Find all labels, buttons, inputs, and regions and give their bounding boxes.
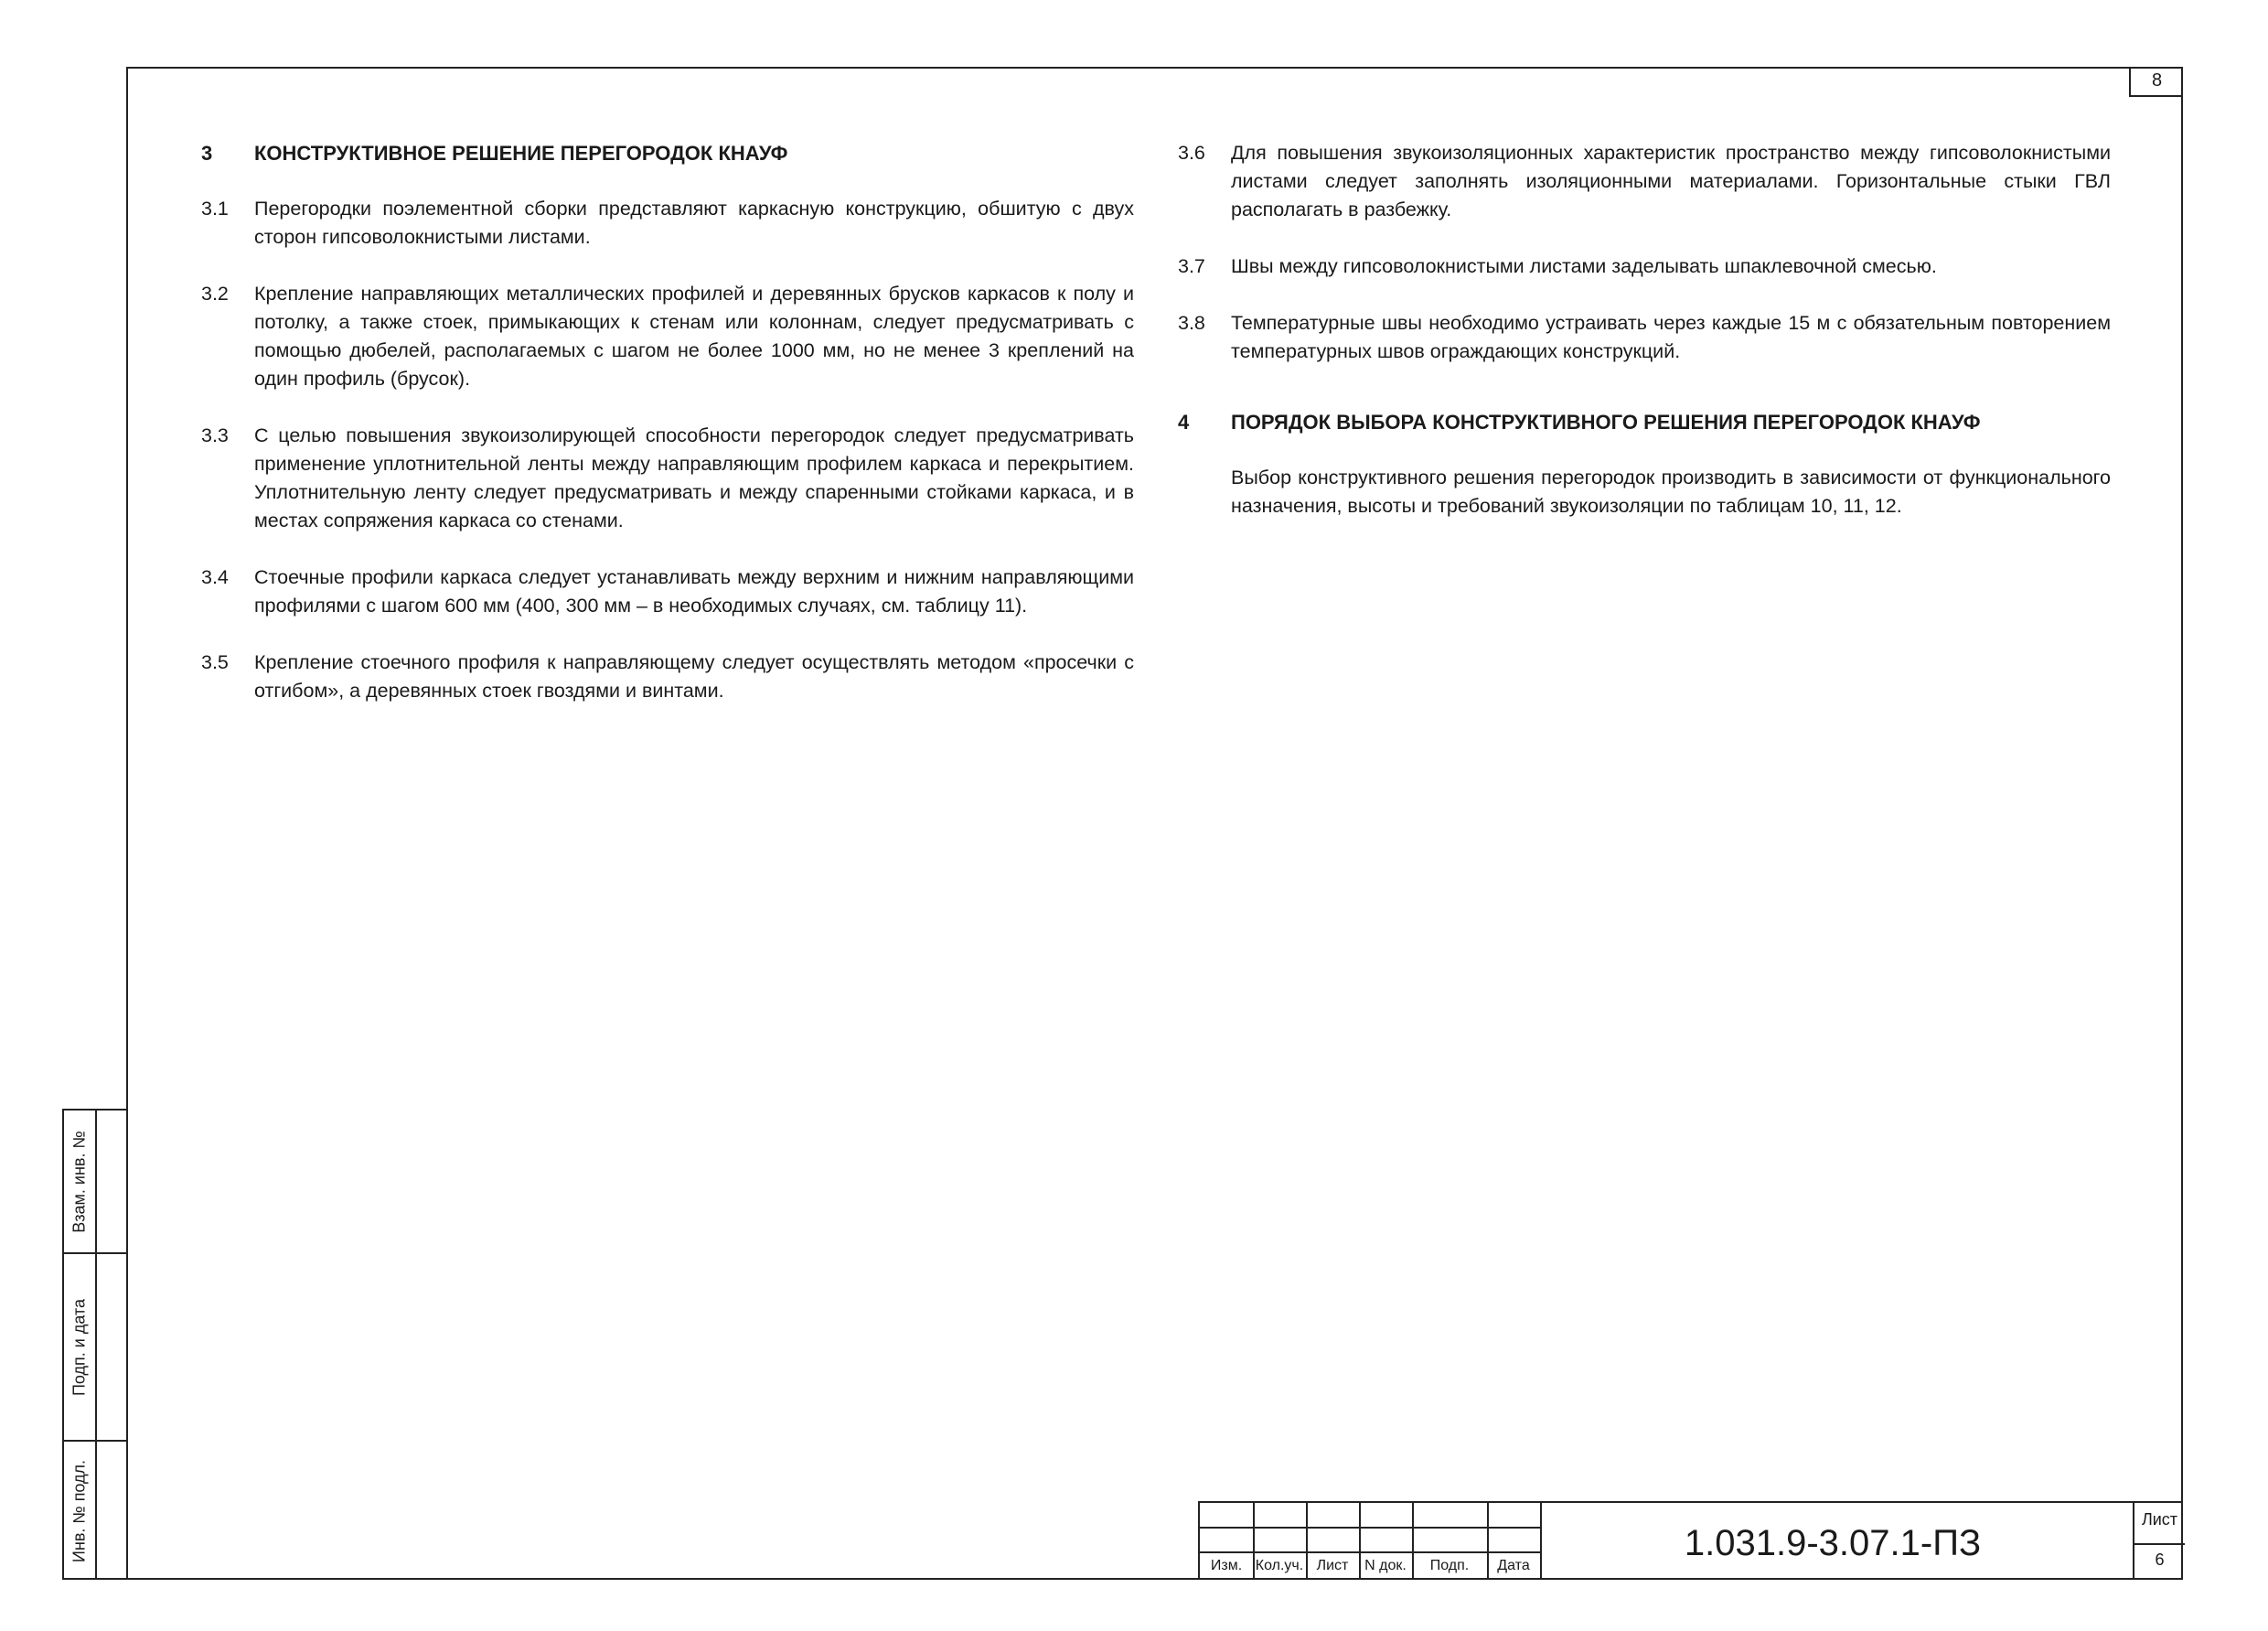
- tb-col-ndok: N док.: [1364, 1558, 1407, 1573]
- right-column: [1178, 139, 2111, 520]
- clause-text: Крепление направляющих металлических профилей и деревянных брусков каркасов к полу и потолку, а также стоек, примыкающих к стенам или колоннам, следует предусматривать с помощью дюбелей, располагаемых с шагом не более 1000 мм, но не менее 3 креплений на один профиль (брусок).: [254, 283, 1134, 390]
- clause-3-4: [201, 563, 1134, 620]
- tb-col-izm: Изм.: [1210, 1558, 1243, 1573]
- clause-3-8: [1178, 309, 2111, 366]
- side-label-podp: Подп. и дата: [70, 1298, 89, 1397]
- section-number: 4: [1178, 411, 1190, 434]
- section-3-heading: [201, 139, 1134, 167]
- section-title: КОНСТРУКТИВНОЕ РЕШЕНИЕ ПЕРЕГОРОДОК КНАУФ: [254, 142, 788, 165]
- clause-3-3: [201, 422, 1134, 535]
- clause-number: 3.5: [201, 651, 229, 673]
- tb-col-podp: Подп.: [1429, 1558, 1470, 1573]
- tb-line: [1200, 1527, 1540, 1529]
- clause-number: 3.3: [201, 424, 229, 446]
- clause-text: Стоечные профили каркаса следует устанавливать между верхним и нижним направляющими профилями с шагом 600 мм (400, 300 мм – в необходимых случаях, см. таблицу 11).: [254, 566, 1134, 617]
- left-column: [201, 139, 1134, 734]
- clause-text: Швы между гипсоволокнистыми листами заделывать шпаклевочной смесью.: [1231, 255, 1937, 277]
- tb-col-data: Дата: [1497, 1558, 1530, 1573]
- side-stamp-cell: [64, 1111, 95, 1254]
- title-block: [1198, 1501, 2183, 1580]
- section-4-heading: [1178, 408, 2111, 436]
- clause-3-7: [1178, 252, 2111, 281]
- clause-number: 3.4: [201, 566, 229, 588]
- tb-line: [1200, 1551, 1540, 1553]
- side-label-vzam: Взам. инв. №: [70, 1131, 89, 1233]
- side-stamp-cell: [95, 1254, 126, 1442]
- sheet-number: 6: [2155, 1551, 2165, 1569]
- clause-number: 3.8: [1178, 312, 1205, 334]
- clause-text: Перегородки поэлементной сборки представляют каркасную конструкцию, обшитую с двух сторон гипсоволокнистыми листами.: [254, 198, 1134, 248]
- side-stamp-cell: [64, 1254, 95, 1442]
- clause-3-2: [201, 280, 1134, 393]
- clause-3-6: [1178, 139, 2111, 224]
- clause-3-5: [201, 649, 1134, 705]
- side-stamp-cell: [64, 1442, 95, 1580]
- section-4-text: Выбор конструктивного решения перегородок производить в зависимости от функционального назначения, высоты и требований звукоизоляции по таблицам 10, 11, 12.: [1231, 467, 2111, 517]
- tb-line: [2133, 1543, 2185, 1545]
- document-code: 1.031.9-3.07.1-ПЗ: [1684, 1523, 1982, 1563]
- clause-text: Крепление стоечного профиля к направляющему следует осуществлять методом «просечки с отгибом», а деревянных стоек гвоздями и винтами.: [254, 651, 1134, 702]
- tb-col-list: Лист: [1316, 1558, 1349, 1573]
- sheet-label: Лист: [2141, 1510, 2178, 1529]
- clause-number: 3.2: [201, 283, 229, 305]
- clause-number: 3.7: [1178, 255, 1205, 277]
- clause-text: Для повышения звукоизоляционных характеристик пространство между гипсоволокнистыми листами следует заполнять изоляционными материалами. Горизонтальные стыки ГВЛ располагать в разбежку.: [1231, 142, 2111, 220]
- clause-number: 3.6: [1178, 142, 1205, 164]
- side-label-inv: Инв. № подл.: [70, 1459, 89, 1563]
- tb-col-koluch: Кол.уч.: [1255, 1558, 1304, 1573]
- clause-text: С целью повышения звукоизолирующей способности перегородок следует предусматривать применение уплотнительной ленты между направляющим профилем каркаса и перекрытием. Уплотнительную ленту следует предусматривать и между спаренными стойками каркаса, и в местах сопряжения каркаса со стенами.: [254, 424, 1134, 531]
- section-title: ПОРЯДОК ВЫБОРА КОНСТРУКТИВНОГО РЕШЕНИЯ ПЕРЕГОРОДОК КНАУФ: [1231, 411, 1981, 434]
- side-stamp-cell: [95, 1111, 126, 1254]
- section-number: 3: [201, 142, 213, 165]
- side-stamp: [62, 1109, 126, 1580]
- clause-number: 3.1: [201, 198, 229, 220]
- page-number: 8: [2129, 67, 2183, 97]
- clause-3-1: [201, 195, 1134, 252]
- clause-text: Температурные швы необходимо устраивать через каждые 15 м с обязательным повторением температурных швов ограждающих конструкций.: [1231, 312, 2111, 362]
